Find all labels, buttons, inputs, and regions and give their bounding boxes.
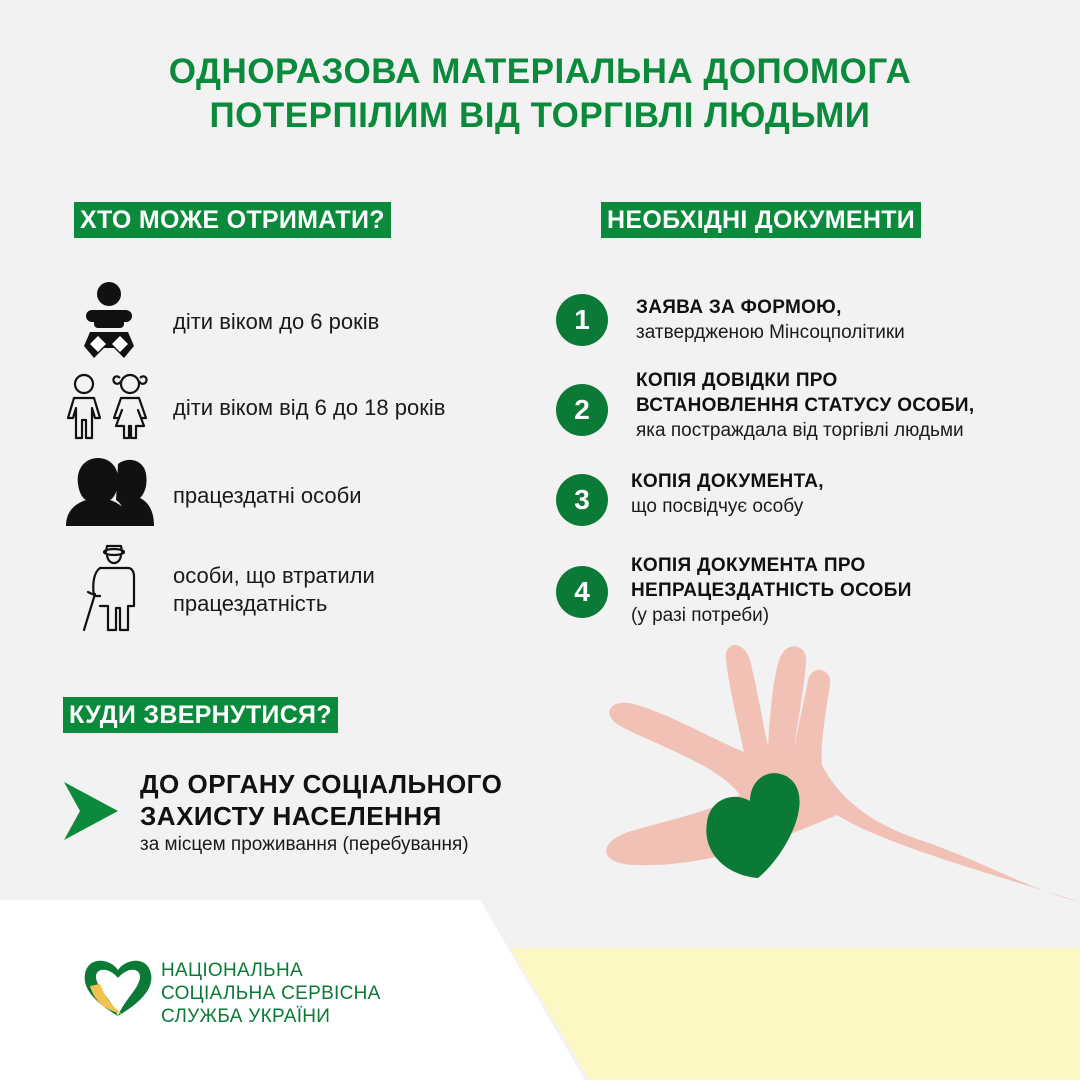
doc-4 bbox=[631, 553, 912, 628]
doc-3 bbox=[631, 469, 824, 519]
logo-line-2: СОЦІАЛЬНА СЕРВІСНА bbox=[161, 983, 381, 1004]
doc-4-number: 4 bbox=[556, 566, 608, 618]
page-title-line-1: ОДНОРАЗОВА МАТЕРІАЛЬНА ДОПОМОГА bbox=[168, 52, 912, 91]
who-item-4-line-1: особи, що втратили bbox=[173, 563, 375, 588]
logo-line-3: СЛУЖБА УКРАЇНИ bbox=[161, 1006, 331, 1027]
logo-text bbox=[161, 959, 381, 1028]
who-item-3-text: працездатні особи bbox=[173, 483, 362, 508]
where-heading: КУДИ ЗВЕРНУТИСЯ? bbox=[63, 697, 338, 733]
doc-1-number: 1 bbox=[556, 294, 608, 346]
heart-icon bbox=[706, 773, 799, 878]
page-title-line-2: ПОТЕРПІЛИМ ВІД ТОРГІВЛІ ЛЮДЬМИ bbox=[209, 96, 871, 135]
children-icon bbox=[62, 372, 154, 442]
arrow-right-icon bbox=[64, 782, 118, 840]
where-subtitle: за місцем проживання (перебування) bbox=[140, 834, 469, 855]
where-line-2: ЗАХИСТУ НАСЕЛЕННЯ bbox=[140, 801, 442, 831]
doc-3-heading: КОПІЯ ДОКУМЕНТА, bbox=[631, 471, 824, 492]
where-line-1: ДО ОРГАНУ СОЦІАЛЬНОГО bbox=[140, 769, 503, 799]
doc-3-subtitle: що посвідчує особу bbox=[631, 496, 804, 517]
doc-4-subtitle: (у разі потреби) bbox=[631, 605, 770, 626]
doc-1-heading: ЗАЯВА ЗА ФОРМОЮ, bbox=[636, 297, 842, 318]
who-item-4-text bbox=[173, 562, 375, 618]
doc-2-heading-line-1: КОПІЯ ДОВІДКИ ПРО bbox=[636, 370, 838, 391]
where-block bbox=[140, 768, 502, 858]
doc-2-subtitle: яка постраждала від торгівлі людьми bbox=[636, 420, 964, 441]
who-item-1-text: діти віком до 6 років bbox=[173, 309, 380, 334]
who-item-4-line-2: працездатність bbox=[173, 591, 328, 616]
doc-2 bbox=[636, 368, 974, 443]
hand-heart-illustration bbox=[600, 640, 1080, 950]
doc-2-number: 2 bbox=[556, 384, 608, 436]
doc-4-heading-line-1: КОПІЯ ДОКУМЕНТА ПРО bbox=[631, 555, 866, 576]
doc-1-subtitle: затвердженою Мінсоцполітики bbox=[636, 322, 905, 343]
page-title bbox=[0, 50, 1080, 138]
who-heading: ХТО МОЖЕ ОТРИМАТИ? bbox=[74, 202, 391, 238]
doc-3-number: 3 bbox=[556, 474, 608, 526]
adults-icon bbox=[66, 456, 156, 526]
doc-2-heading-line-2: ВСТАНОВЛЕННЯ СТАТУСУ ОСОБИ, bbox=[636, 395, 975, 416]
baby-icon bbox=[78, 280, 140, 360]
who-item-2-text: діти віком від 6 до 18 років bbox=[173, 395, 446, 420]
elderly-icon bbox=[78, 544, 140, 634]
doc-4-heading-line-2: НЕПРАЦЕЗДАТНІСТЬ ОСОБИ bbox=[631, 580, 912, 601]
logo-line-1: НАЦІОНАЛЬНА bbox=[161, 960, 303, 981]
logo-icon bbox=[82, 956, 154, 1018]
doc-1 bbox=[636, 295, 905, 345]
docs-heading: НЕОБХІДНІ ДОКУМЕНТИ bbox=[601, 202, 921, 238]
